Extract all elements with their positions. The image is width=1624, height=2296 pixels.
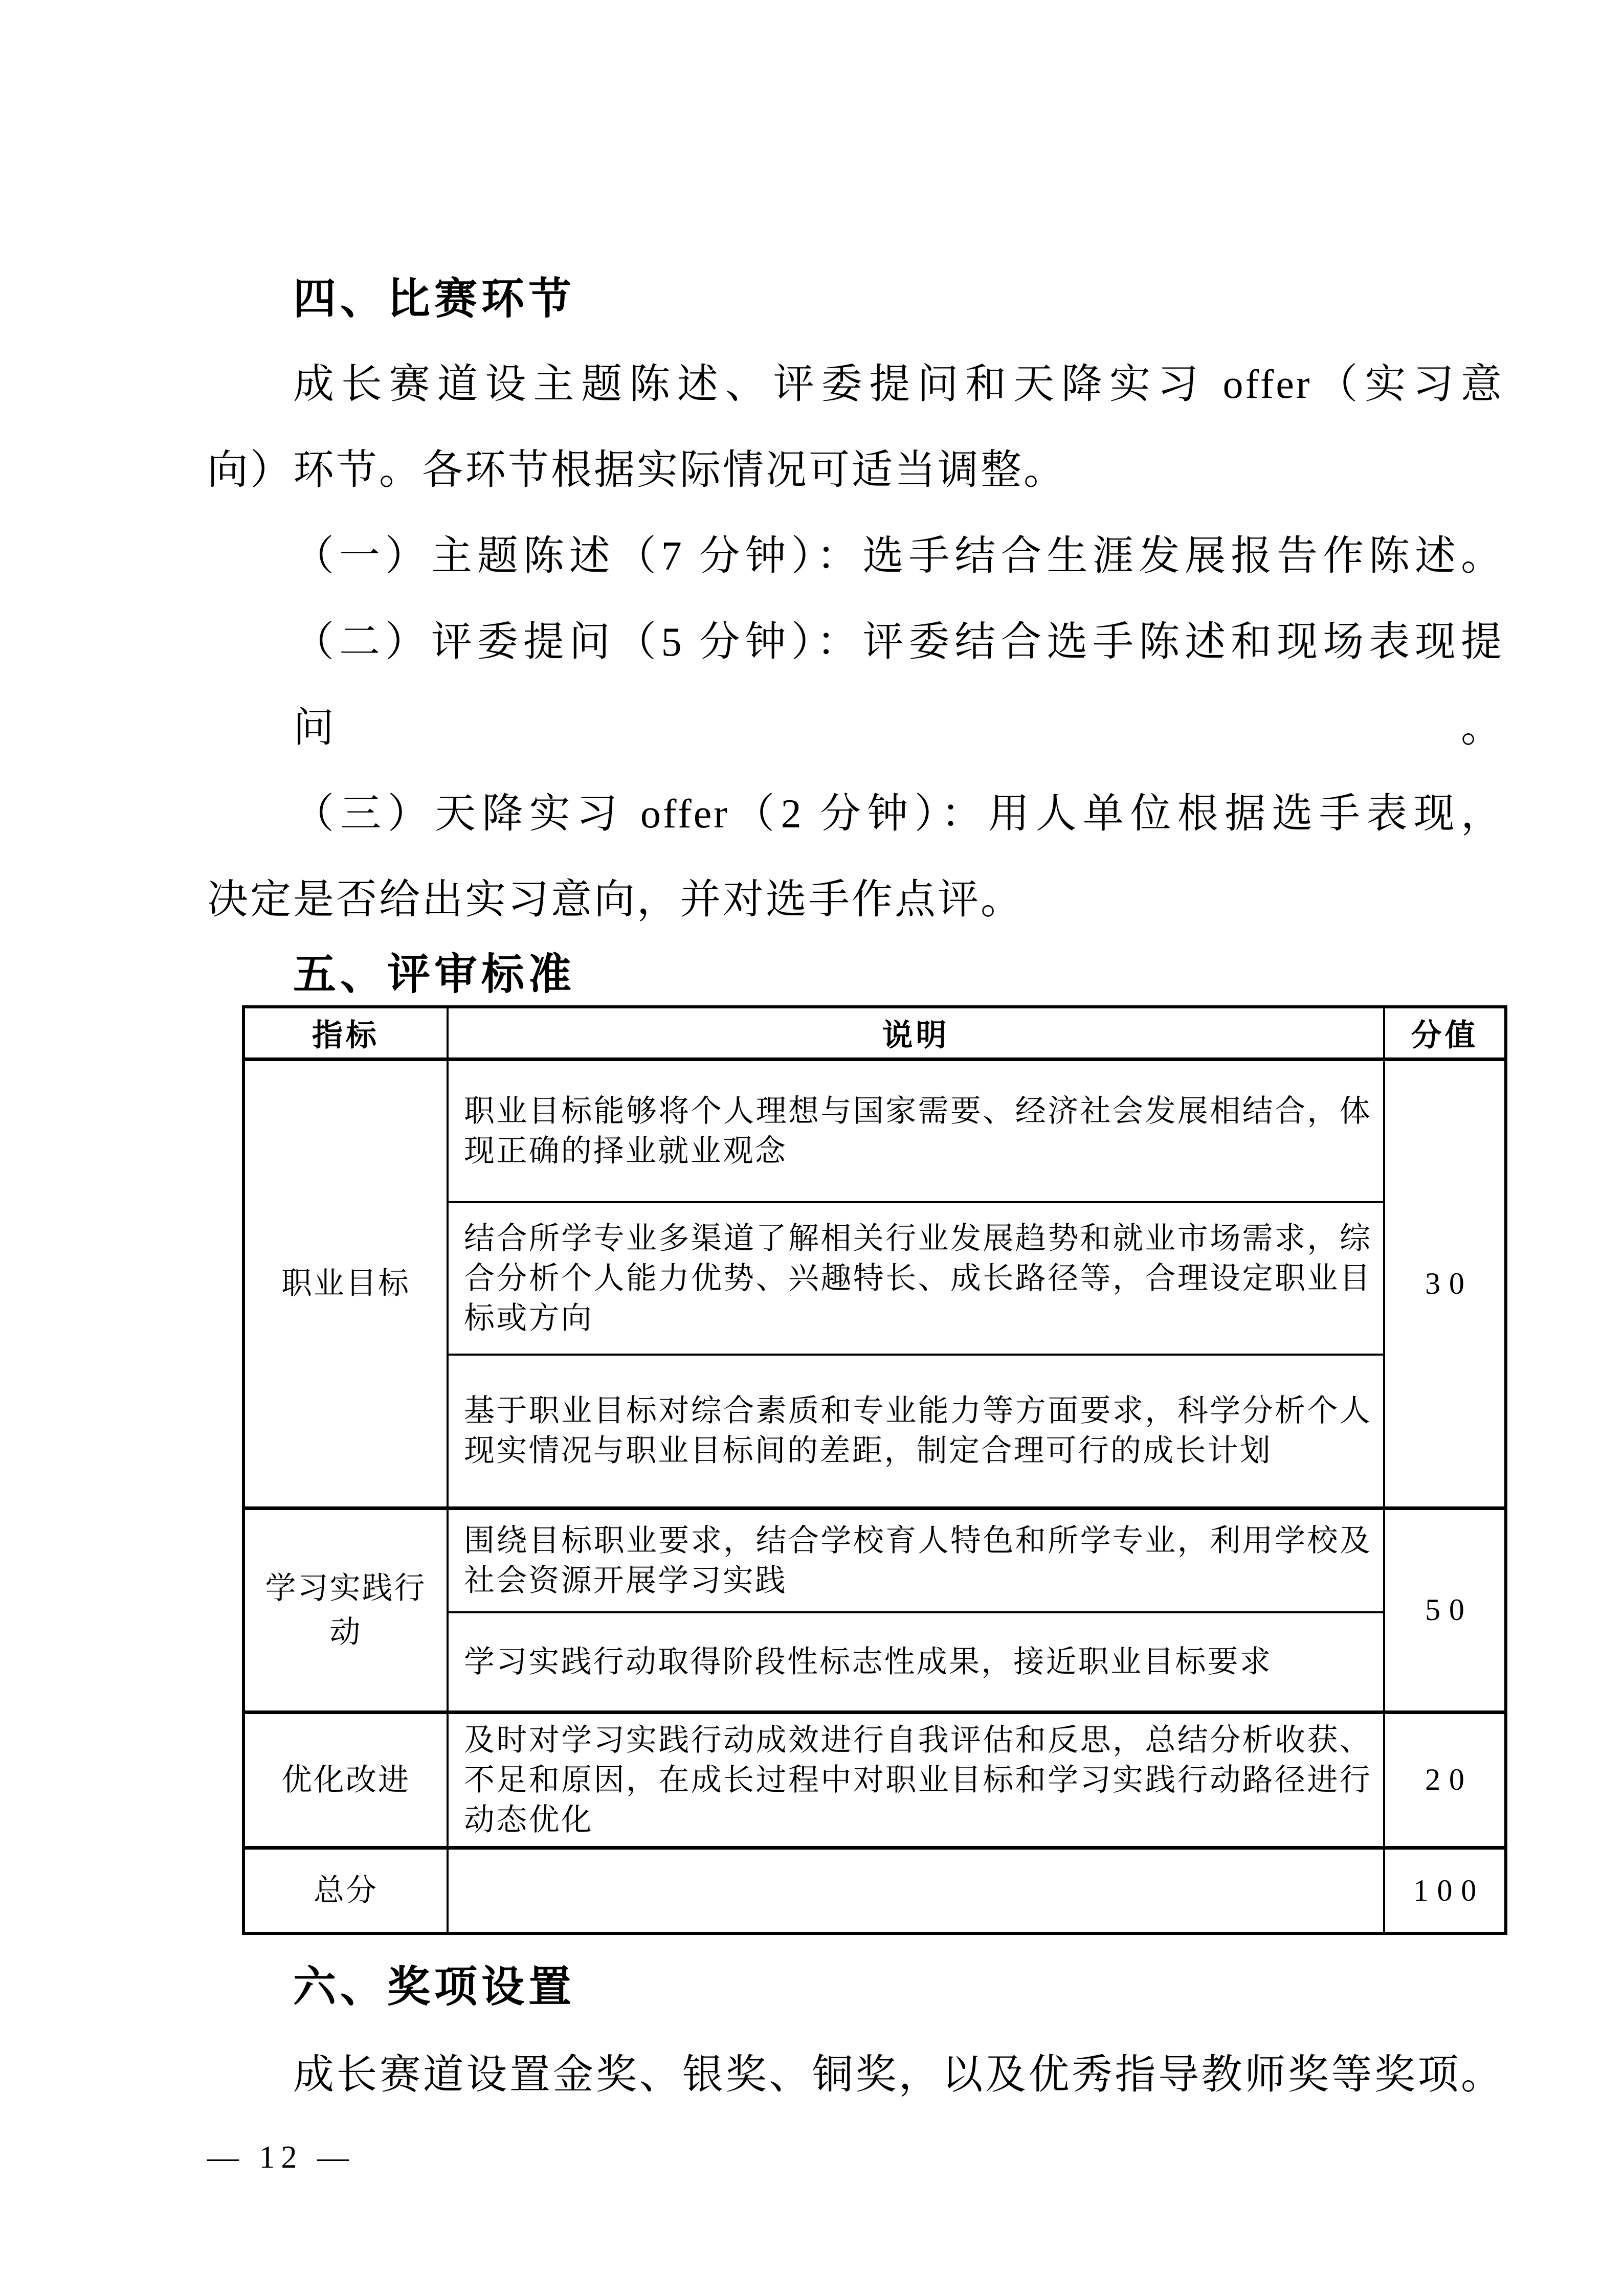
score-cell-learning-practice: 50: [1384, 1508, 1506, 1712]
stage-item-1: （一）主题陈述（7 分钟）：选手结合生涯发展报告作陈述。: [293, 534, 1504, 579]
indicator-cell-optimization: 优化改进: [243, 1712, 448, 1848]
description-cell: 学习实践行动取得阶段性标志性成果，接近职业目标要求: [448, 1612, 1384, 1712]
table-row-total: [243, 1848, 1506, 1933]
section-heading-awards: 六、奖项设置: [293, 1963, 576, 2011]
description-cell: 围绕目标职业要求，结合学校育人特色和所学专业，利用学校及社会资源开展学习实践: [448, 1508, 1384, 1612]
header-cell-score: 分值: [1384, 1007, 1506, 1059]
page-number: — 12 —: [207, 2140, 355, 2175]
score-cell-career-goal: 30: [1384, 1059, 1506, 1508]
score-cell-total: 100: [1384, 1848, 1506, 1933]
description-cell: 基于职业目标对综合素质和专业能力等方面要求，科学分析个人现实情况与职业目标间的差距，制定合理可行的成长计划: [448, 1355, 1384, 1508]
section-heading-competition-stages: 四、比赛环节: [293, 275, 576, 323]
table-row: [243, 1508, 1506, 1612]
stage-item-3-line-1: （三）天降实习 offer（2 分钟）：用人单位根据选手表现，: [293, 792, 1504, 837]
table-row: [243, 1712, 1506, 1848]
section-heading-review-criteria: 五、评审标准: [293, 950, 576, 998]
criteria-table: [242, 1005, 1507, 1935]
description-cell: 职业目标能够将个人理想与国家需要、经济社会发展相结合，体现正确的择业就业观念: [448, 1059, 1384, 1202]
indicator-cell-career-goal: 职业目标: [243, 1059, 448, 1508]
stage-item-2: （二）评委提问（5 分钟）：评委结合选手陈述和现场表现提问。: [293, 620, 1504, 751]
description-cell-total-empty: [448, 1848, 1384, 1933]
description-cell: 结合所学专业多渠道了解相关行业发展趋势和就业市场需求，综合分析个人能力优势、兴趣特长、成长路径等，合理设定职业目标或方向: [448, 1202, 1384, 1355]
description-cell: 及时对学习实践行动成效进行自我评估和反思，总结分析收获、不足和原因，在成长过程中对职业目标和学习实践行动路径进行动态优化: [448, 1712, 1384, 1848]
criteria-table-header-row: [243, 1007, 1506, 1059]
header-cell-description: 说明: [448, 1007, 1384, 1059]
awards-paragraph: 成长赛道设置金奖、银奖、铜奖，以及优秀指导教师奖等奖项。: [293, 2053, 1504, 2098]
stage-item-3-line-2: 决定是否给出实习意向，并对选手作点评。: [207, 877, 1024, 922]
score-cell-optimization: 20: [1384, 1712, 1506, 1848]
table-row: [243, 1059, 1506, 1202]
indicator-cell-total: 总分: [243, 1848, 448, 1933]
intro-paragraph-line-2: 向）环节。各环节根据实际情况可适当调整。: [207, 448, 1066, 493]
header-cell-indicator: 指标: [243, 1007, 448, 1059]
indicator-cell-learning-practice: 学习实践行动: [243, 1508, 448, 1712]
intro-paragraph-line-1: 成长赛道设主题陈述、评委提问和天降实习 offer（实习意: [293, 362, 1504, 407]
